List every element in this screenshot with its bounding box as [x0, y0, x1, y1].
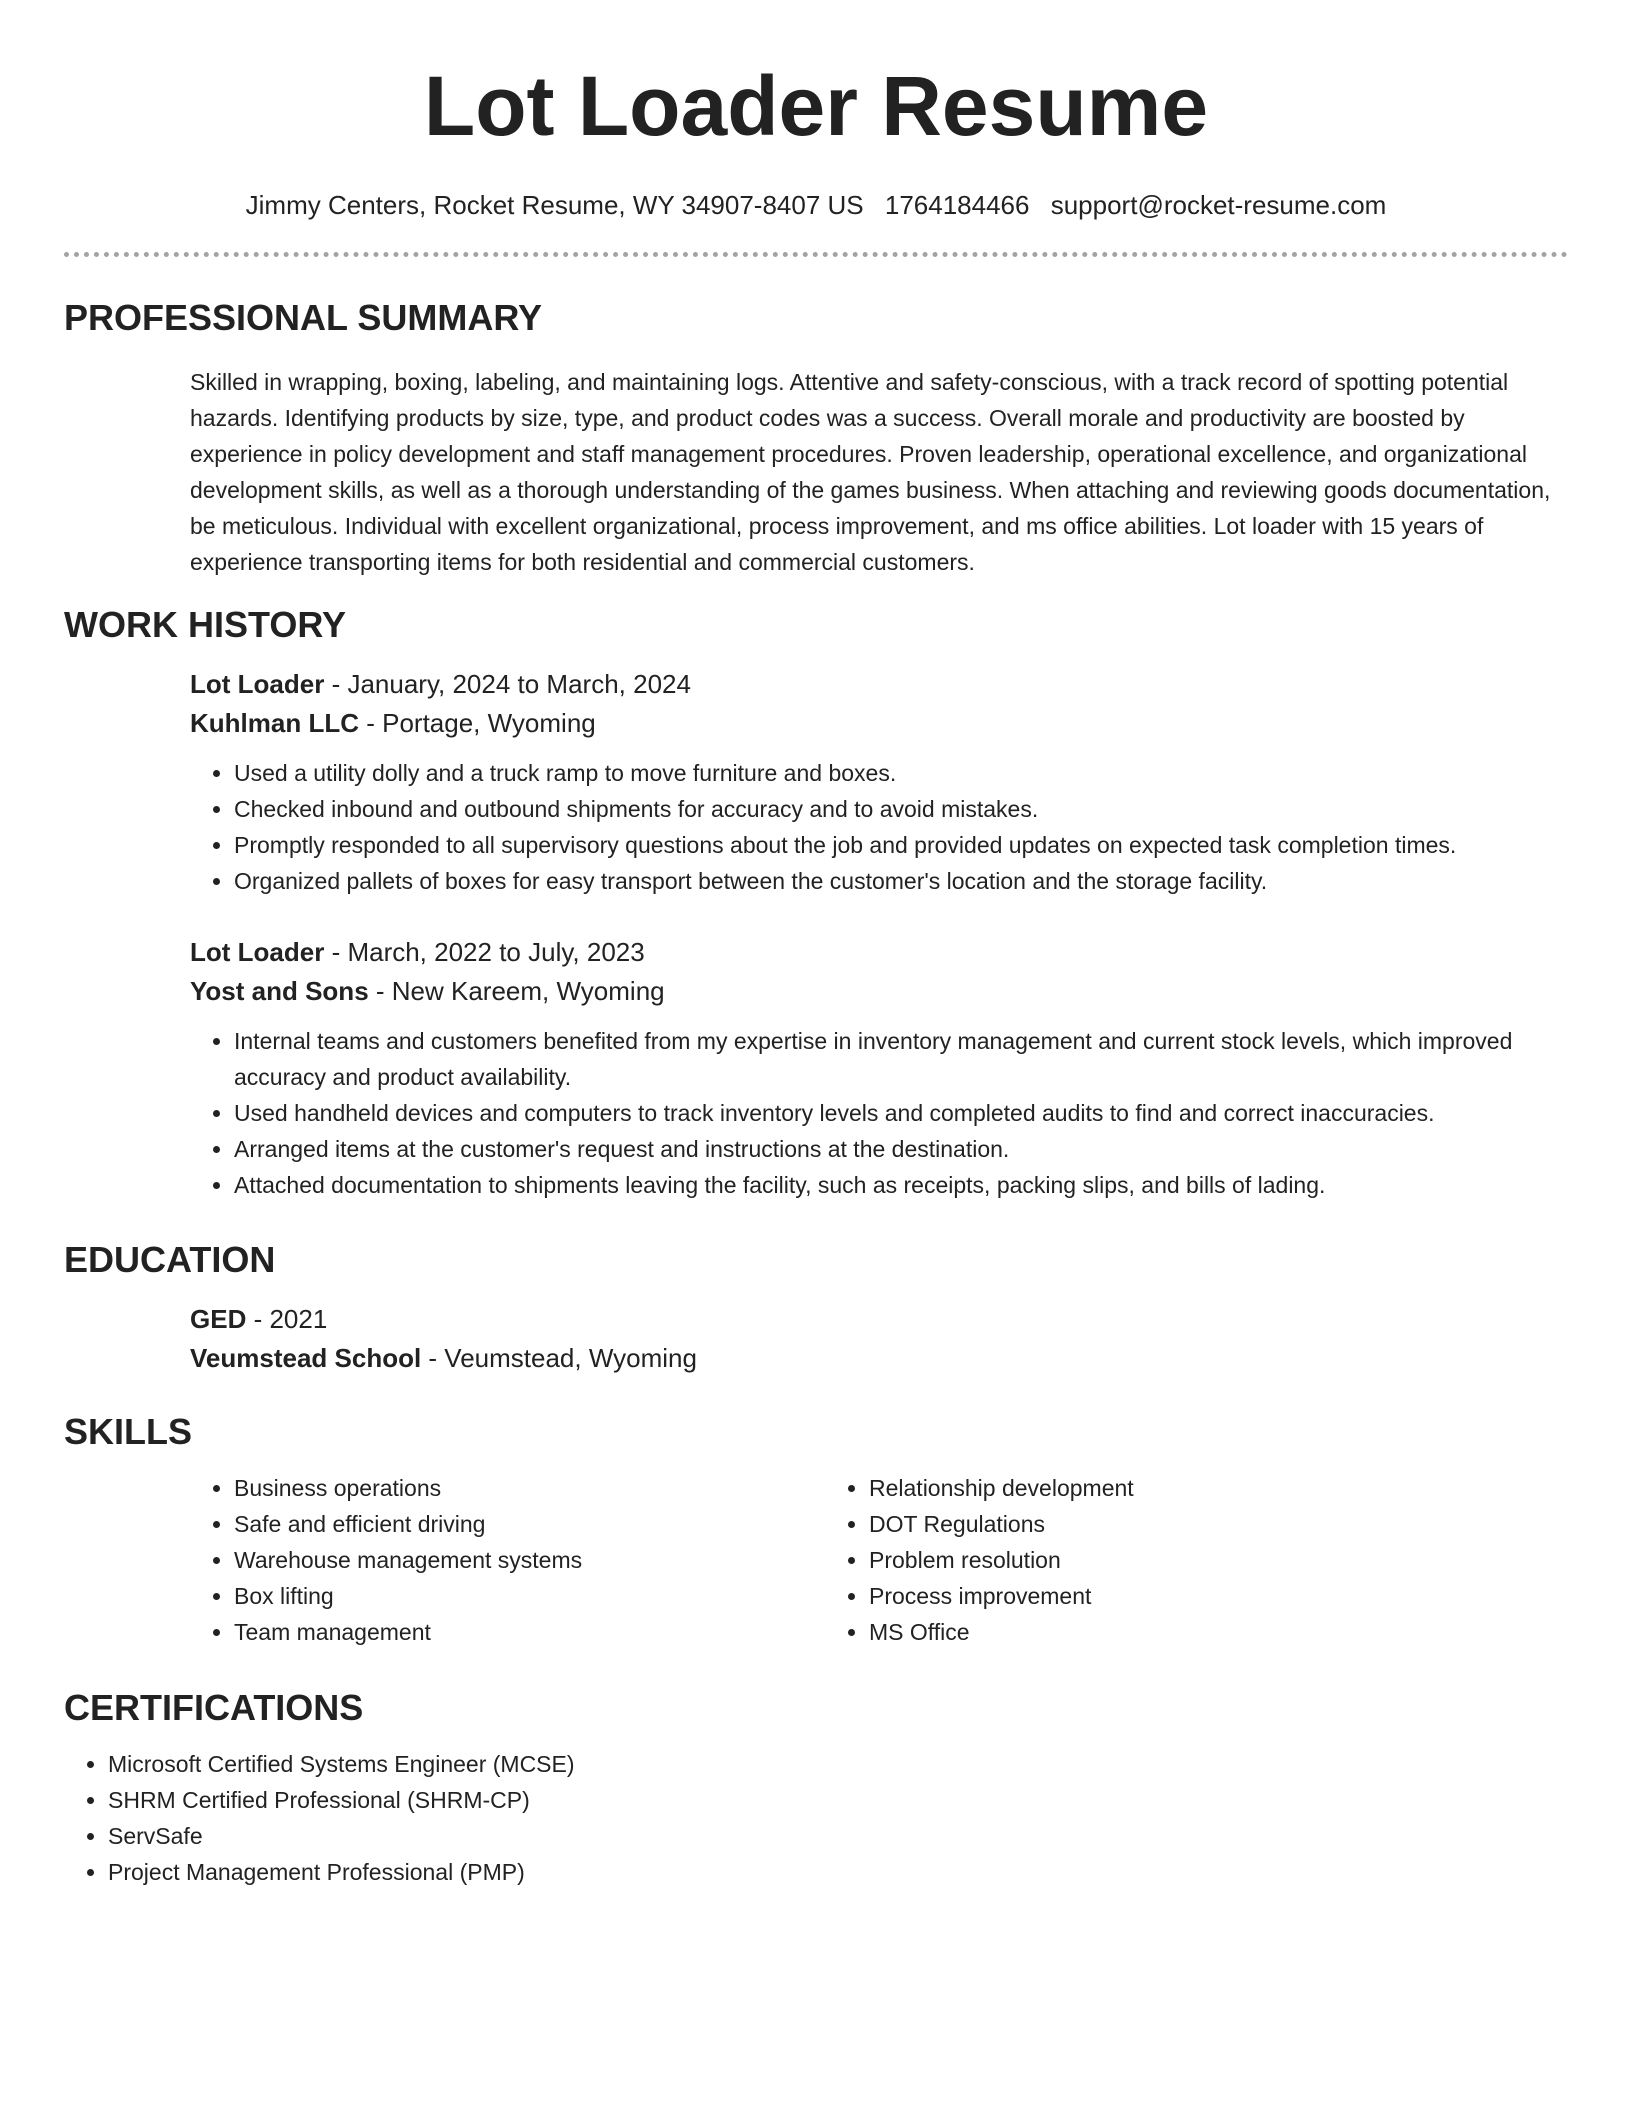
skill-item: • Process improvement: [869, 1578, 1460, 1614]
job-company-line: [190, 704, 1568, 743]
certifications-list: [64, 1746, 1568, 1890]
job-company: Kuhlman LLC: [190, 708, 359, 738]
education-section: [64, 1238, 1568, 1378]
job-title: Lot Loader: [190, 669, 325, 699]
contact-address: Jimmy Centers, Rocket Resume, WY 34907-8407 US: [245, 190, 864, 220]
job-bullet: • Promptly responded to all supervisory questions about the job and provided updates on expected task completion times.: [234, 827, 1568, 863]
resume-title: Lot Loader Resume: [423, 59, 1209, 153]
skill-item: • Warehouse management systems: [234, 1542, 825, 1578]
skills-list-left: [190, 1470, 825, 1650]
skill-item: • Safe and efficient driving: [234, 1506, 825, 1542]
section-heading-summary: PROFESSIONAL SUMMARY: [64, 297, 543, 338]
certification-item: • Project Management Professional (PMP): [108, 1854, 1568, 1890]
section-heading-certifications: CERTIFICATIONS: [64, 1687, 364, 1728]
education-school-line: [190, 1339, 1568, 1378]
skills-list-right: [825, 1470, 1460, 1650]
education-degree-line: [190, 1300, 1568, 1339]
skills-columns: [190, 1470, 1568, 1650]
certification-item: • ServSafe: [108, 1818, 1568, 1854]
education-location: - Veumstead, Wyoming: [421, 1343, 697, 1373]
job-bullet: • Used handheld devices and computers to track inventory levels and completed audits to find and correct inaccuracies.: [234, 1095, 1568, 1131]
skills-section: [64, 1410, 1568, 1650]
education-entry: [190, 1300, 1568, 1378]
job-entry: [190, 933, 1568, 1203]
contact-phone: 1764184466: [884, 190, 1030, 220]
header-divider: [64, 252, 1568, 257]
job-bullet: • Internal teams and customers benefited from my expertise in inventory management and current stock levels, which improved accuracy and product availability.: [234, 1023, 1568, 1095]
resume-page: [64, 0, 1568, 1885]
job-bullets: [190, 1023, 1568, 1203]
job-dates: - March, 2022 to July, 2023: [324, 937, 645, 967]
summary-section: [64, 296, 1568, 580]
contact-email: support@rocket-resume.com: [1050, 190, 1387, 220]
certification-item: • SHRM Certified Professional (SHRM-CP): [108, 1782, 1568, 1818]
job-dates: - January, 2024 to March, 2024: [324, 669, 691, 699]
job-title-line: [190, 933, 1568, 972]
job-bullet: • Organized pallets of boxes for easy transport between the customer's location and the storage facility.: [234, 863, 1568, 899]
job-location: - Portage, Wyoming: [359, 708, 596, 738]
work-section: [64, 603, 1568, 1203]
job-bullet: • Checked inbound and outbound shipments for accuracy and to avoid mistakes.: [234, 791, 1568, 827]
job-bullets: [190, 755, 1568, 899]
skill-item: • Relationship development: [869, 1470, 1460, 1506]
summary-text: Skilled in wrapping, boxing, labeling, and maintaining logs. Attentive and safety-conscious, with a track record of spotting potential hazards. Identifying products by size, type, and product codes was a success. Overall morale and productivity are boosted by experience in policy development and staff management procedures. Proven leadership, operational excellence, and organizational development skills, as well as a thorough understanding of the games business. When attaching and reviewing goods documentation, be meticulous. Individual with excellent organizational, process improvement, and ms office abilities. Lot loader with 15 years of experience transporting items for both residential and commercial customers.: [190, 369, 1551, 575]
skill-item: • Problem resolution: [869, 1542, 1460, 1578]
skill-item: • Box lifting: [234, 1578, 825, 1614]
job-company-line: [190, 972, 1568, 1011]
skill-item: • DOT Regulations: [869, 1506, 1460, 1542]
skill-item: • Team management: [234, 1614, 825, 1650]
job-location: - New Kareem, Wyoming: [368, 976, 665, 1006]
certification-item: • Microsoft Certified Systems Engineer (MCSE): [108, 1746, 1568, 1782]
education-degree: GED: [190, 1304, 247, 1334]
job-bullet: • Used a utility dolly and a truck ramp to move furniture and boxes.: [234, 755, 1568, 791]
education-school: Veumstead School: [190, 1343, 422, 1373]
skill-item: • Business operations: [234, 1470, 825, 1506]
section-heading-work: WORK HISTORY: [64, 604, 347, 645]
skill-item: • MS Office: [869, 1614, 1460, 1650]
job-bullet: • Arranged items at the customer's request and instructions at the destination.: [234, 1131, 1568, 1167]
job-company: Yost and Sons: [190, 976, 369, 1006]
job-title-line: [190, 665, 1568, 704]
section-heading-education: EDUCATION: [64, 1239, 276, 1280]
section-heading-skills: SKILLS: [64, 1411, 193, 1452]
certifications-section: [64, 1686, 1568, 1890]
contact-line: [64, 190, 1568, 220]
education-year: - 2021: [246, 1304, 328, 1334]
job-title: Lot Loader: [190, 937, 325, 967]
job-bullet: • Attached documentation to shipments leaving the facility, such as receipts, packing slips, and bills of lading.: [234, 1167, 1568, 1203]
job-entry: [190, 665, 1568, 899]
